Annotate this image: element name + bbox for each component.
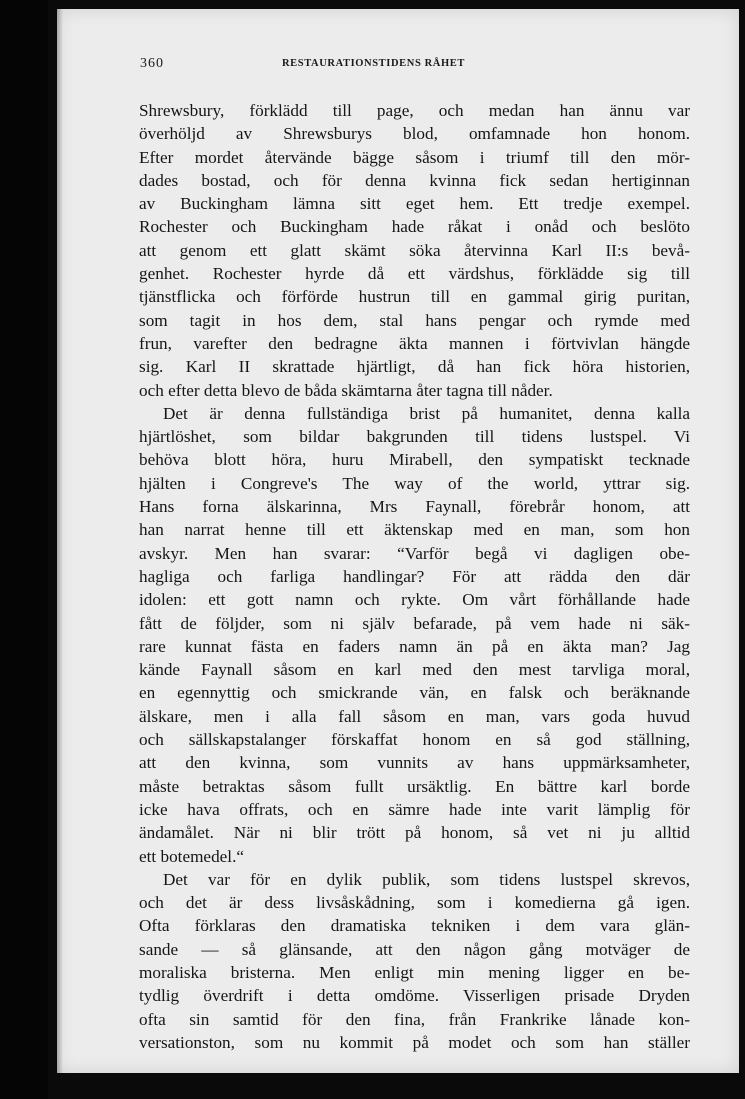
text-line: hjärtlöshet, som bildar bakgrunden till tidens lustspel. Vi — [139, 427, 690, 447]
text-line: att den kvinna, som vunnits av hans uppmärksamheter, — [139, 753, 690, 773]
scan-left-edge — [0, 0, 48, 1099]
text-line: sande — så glänsande, att den någon gång motväger de — [139, 939, 690, 959]
text-line: och efter detta blevo de båda skämtarna åter tagna till nåder. — [139, 380, 553, 400]
text-line: rare kunnat fästa en faders namn än på en äkta man? Jag — [139, 636, 690, 656]
page-number: 360 — [140, 56, 164, 71]
running-head-title: RESTAURATIONSTIDENS RÅHET — [282, 58, 465, 69]
text-line: ändamålet. När ni blir trött på honom, så vet ni ju alltid — [139, 823, 690, 843]
text-line: Efter mordet återvände bägge såsom i triumf till den mör- — [139, 147, 690, 167]
text-line: kände Faynall såsom en karl med den mest tarvliga moral, — [139, 660, 690, 680]
text-line: han narrat henne till ett äktenskap med en man, som hon — [139, 520, 690, 540]
text-line: behöva blott höra, huru Mirabell, den sympatiskt tecknade — [139, 450, 690, 470]
text-line: frun, varefter den bedragne äkta mannen i förtvivlan hängde — [139, 333, 690, 353]
text-line: ett botemedel.“ — [139, 846, 244, 866]
text-line: att genom ett glatt skämt söka återvinna Karl II:s bevå- — [139, 240, 690, 260]
text-line: och sällskapstalanger förskaffat honom en så god ställning, — [139, 730, 690, 750]
text-line: en egennyttig och smickrande vän, en falsk och beräknande — [139, 683, 690, 703]
text-line: måste betraktas såsom fullt ursäktlig. En bättre karl borde — [139, 776, 690, 796]
text-line: hagliga och farliga handlingar? För att rädda den där — [139, 566, 690, 586]
text-line: och det är dess livsåskådning, som i komedierna gå igen. — [139, 893, 690, 913]
body-text — [139, 99, 690, 1054]
text-line: som tagit in hos dem, stal hans pengar och rymde med — [139, 310, 690, 330]
text-line: idolen: ett gott namn och rykte. Om vårt förhållande hade — [139, 590, 690, 610]
text-line: versationston, som nu kommit på modet och som han ställer — [139, 1032, 690, 1052]
text-line: icke hava offrats, och en sämre hade inte varit lämplig för — [139, 799, 690, 819]
text-line: Hans forna älskarinna, Mrs Faynall, förebrår honom, att — [139, 497, 690, 517]
text-line: avskyr. Men han svarar: “Varför begå vi dagligen obe- — [139, 543, 690, 563]
text-line: sig. Karl II skrattade hjärtligt, då han fick höra historien, — [139, 357, 690, 377]
text-line: fått de följder, som ni själv befarade, på vem hade ni säk- — [139, 613, 690, 633]
text-line: dades bostad, och för denna kvinna fick sedan hertiginnan — [139, 170, 690, 190]
text-line: Rochester och Buckingham hade råkat i onåd och beslöto — [139, 217, 690, 237]
running-head — [140, 56, 640, 76]
text-line: hjälten i Congreve's The way of the world, yttrar sig. — [139, 473, 690, 493]
text-line: överhöljd av Shrewsburys blod, omfamnade hon honom. — [139, 124, 690, 144]
text-line: Det var för en dylik publik, som tidens lustspel skrevos, — [163, 869, 690, 889]
text-line: Det är denna fullständiga brist på humanitet, denna kalla — [163, 403, 690, 423]
text-line: moraliska bristerna. Men enligt min mening ligger en be- — [139, 962, 690, 982]
text-line: ofta sin samtid för den fina, från Frankrike lånade kon- — [139, 1009, 690, 1029]
text-line: tydlig överdrift i detta omdöme. Visserligen prisade Dryden — [139, 986, 690, 1006]
text-line: älskare, men i alla fall såsom en man, vars goda huvud — [139, 706, 690, 726]
text-line: tjänstflicka och förförde hustrun till en gammal girig puritan, — [139, 287, 690, 307]
text-line: genhet. Rochester hyrde då ett värdshus, förklädde sig till — [139, 264, 690, 284]
text-line: av Buckingham lämna sitt eget hem. Ett tredje exempel. — [139, 194, 690, 214]
text-line: Ofta förklaras den dramatiska tekniken i dem vara glän- — [139, 916, 690, 936]
text-line: Shrewsbury, förklädd till page, och medan han ännu var — [139, 101, 690, 120]
